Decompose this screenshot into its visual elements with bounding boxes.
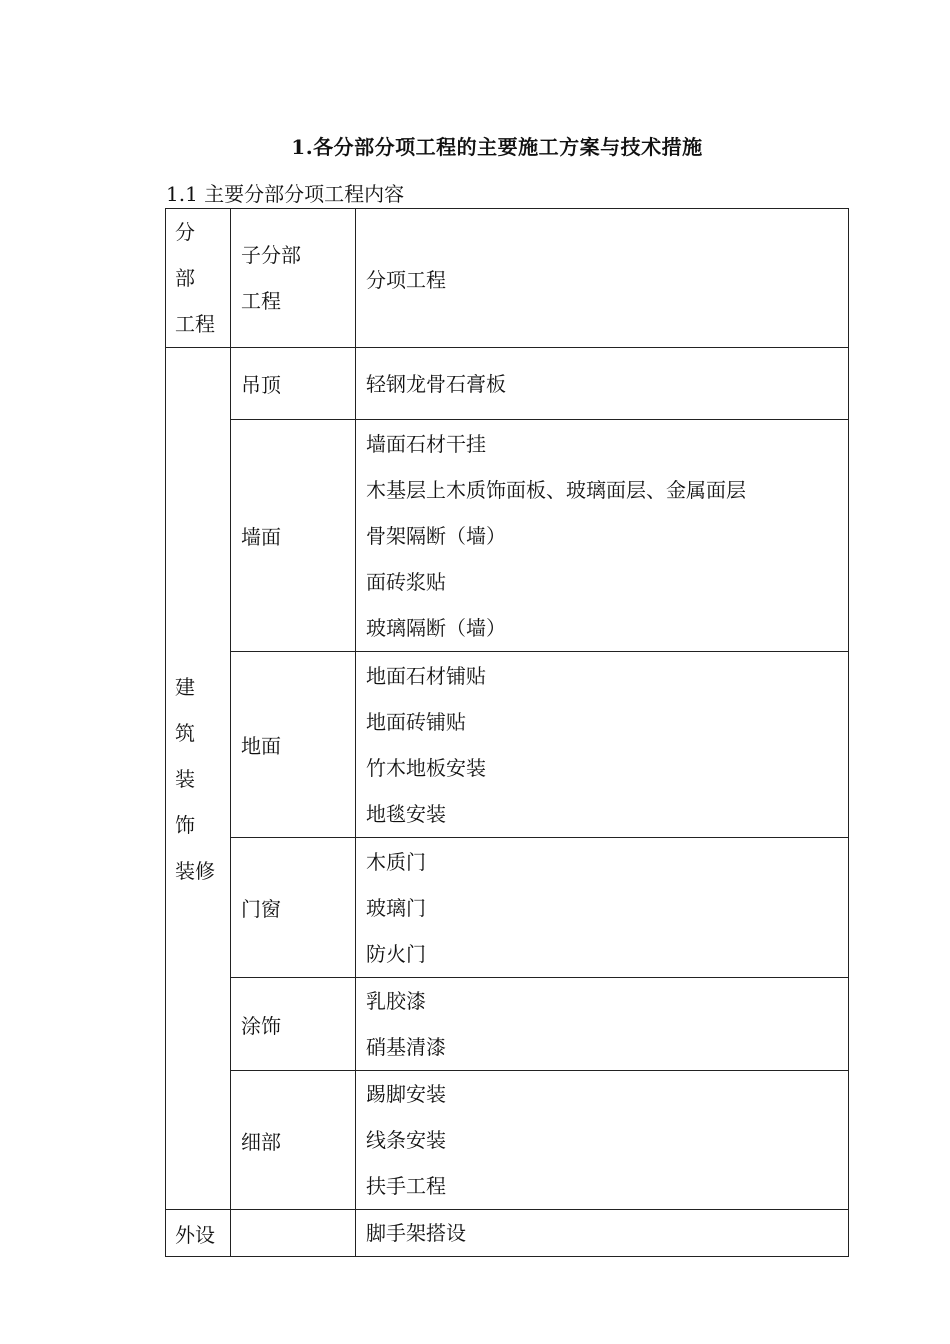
subdivision-cell: 门窗: [231, 838, 356, 978]
division-decoration: 建 筑 装 饰 装修: [166, 348, 231, 1210]
item-cell: [356, 348, 849, 420]
item-line: 硝基清漆: [366, 1035, 446, 1059]
document-title: 1.各分部分项工程的主要施工方案与技术措施: [291, 135, 703, 159]
table-row: [166, 1210, 849, 1257]
item-line: 木质门: [366, 849, 426, 874]
item-line: 地面石材铺贴: [366, 663, 486, 688]
section-heading: 1.1 主要分部分项工程内容: [166, 182, 405, 206]
table-row: [166, 420, 849, 652]
item-line: 墙面石材干挂: [366, 431, 486, 456]
division-external: 外设: [166, 1210, 231, 1257]
item-line: 踢脚安装: [366, 1082, 446, 1106]
item-cell: [356, 838, 849, 978]
item-line: 木基层上木质饰面板、玻璃面层、金属面层: [366, 477, 746, 502]
item-line: 轻钢龙骨石膏板: [366, 371, 506, 396]
item-cell: [356, 420, 849, 652]
table-row: [166, 838, 849, 978]
header-subdivision: 子分部 工程: [231, 209, 356, 348]
item-line: 地毯安装: [366, 801, 446, 826]
item-cell: [356, 1071, 849, 1210]
item-line: 面砖浆贴: [366, 569, 446, 594]
header-division: 分 部 工程: [166, 209, 231, 348]
item-line: 线条安装: [366, 1128, 446, 1152]
item-line: 地面砖铺贴: [366, 709, 466, 734]
item-line: 脚手架搭设: [366, 1221, 466, 1245]
work-items-table: [165, 208, 849, 1257]
table-row: [166, 978, 849, 1071]
subdivision-cell: 涂饰: [231, 978, 356, 1071]
header-item: 分项工程: [356, 209, 849, 348]
item-line: 竹木地板安装: [366, 755, 486, 780]
item-line: 扶手工程: [366, 1174, 446, 1198]
table-row: [166, 1071, 849, 1210]
item-cell: [356, 978, 849, 1071]
table-row: [166, 348, 849, 420]
subdivision-cell: [231, 1210, 356, 1257]
table-header-row: [166, 209, 849, 348]
item-line: 乳胶漆: [366, 989, 426, 1013]
subdivision-cell: 细部: [231, 1071, 356, 1210]
item-cell: [356, 652, 849, 838]
item-cell: [356, 1210, 849, 1257]
subdivision-cell: 地面: [231, 652, 356, 838]
subdivision-cell: 墙面: [231, 420, 356, 652]
item-line: 骨架隔断（墙）: [366, 523, 506, 548]
item-line: 防火门: [366, 941, 426, 966]
subdivision-cell: 吊顶: [231, 348, 356, 420]
table-row: [166, 652, 849, 838]
item-line: 玻璃隔断（墙）: [366, 615, 506, 640]
item-line: 玻璃门: [366, 895, 426, 920]
